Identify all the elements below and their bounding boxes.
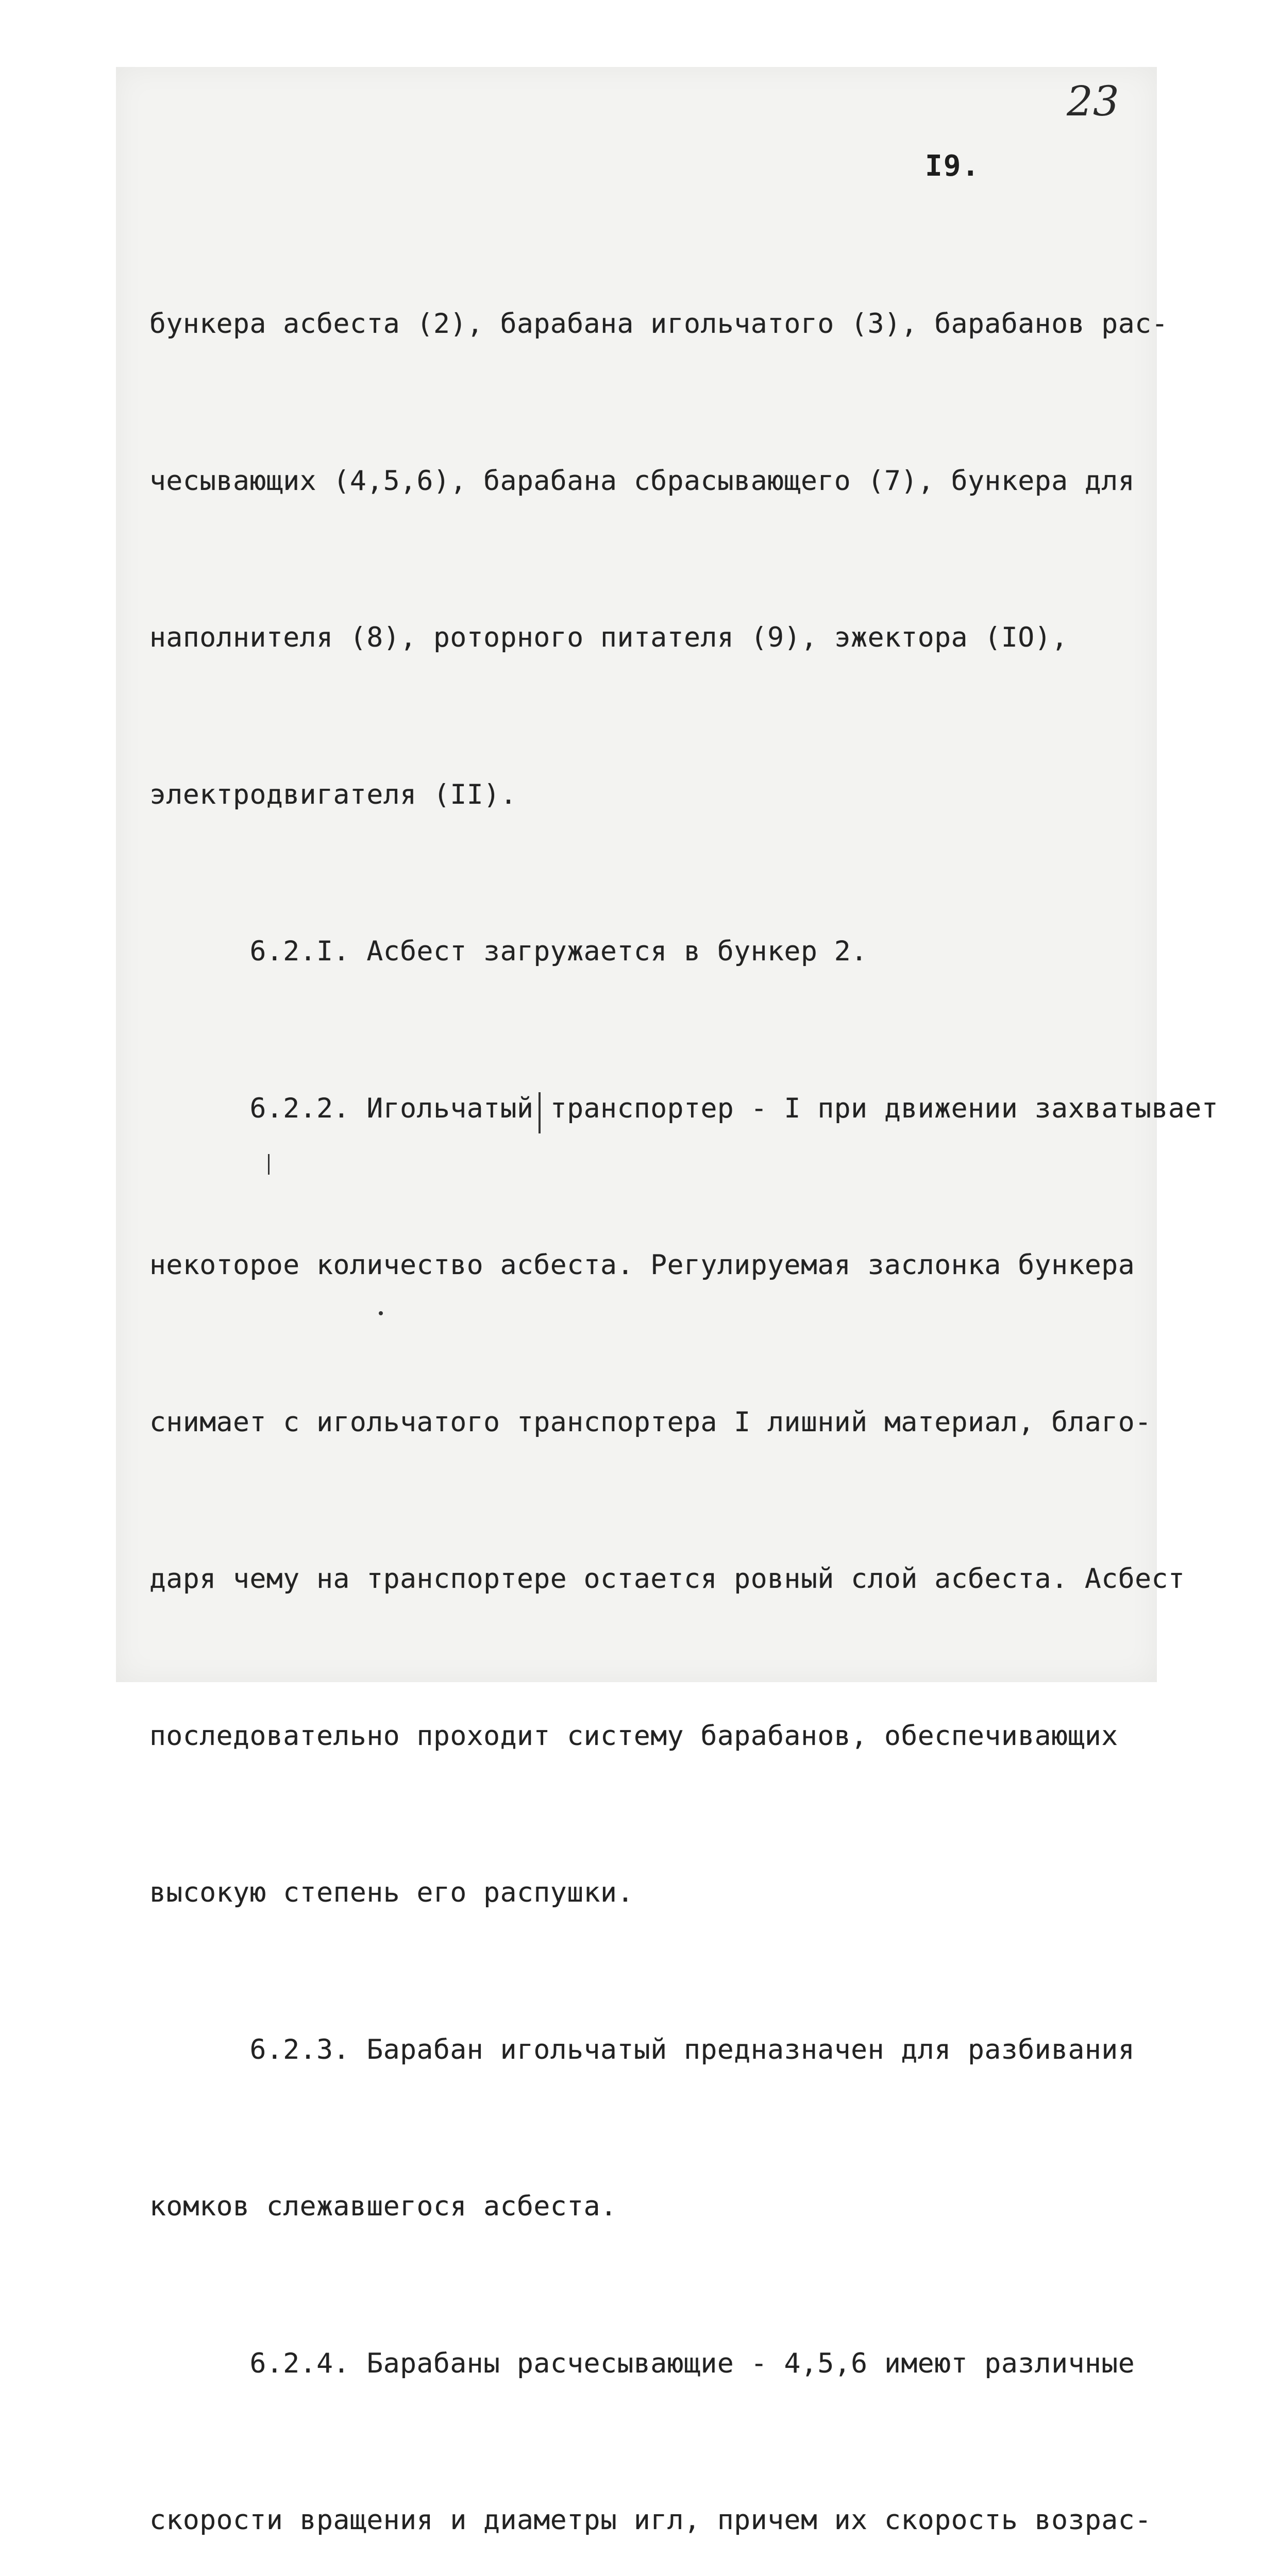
text-line: некоторое количество асбеста. Регулируемая заслонка бункера — [149, 1249, 1135, 1281]
text-line: чесывающих (4,5,6), барабана сбрасывающего (7), бункера для — [149, 465, 1135, 497]
text-line: последовательно проходит систему барабанов, обеспечивающих — [149, 1720, 1118, 1752]
text-line: бункера асбеста (2), барабана игольчатого (3), барабанов рас- — [149, 308, 1168, 340]
text-line: даря чему на транспортере остается ровный слой асбеста. Асбест — [149, 1563, 1185, 1595]
text-line: высокую степень его распушки. — [149, 1877, 634, 1908]
text-line: наполнителя (8), роторного питателя (9), эжектора (IO), — [149, 622, 1068, 653]
body-text — [149, 193, 1219, 2576]
text-line: 6.2.4. Барабаны расчесывающие - 4,5,6 имеют различные — [149, 2347, 1135, 2379]
text-line: скорости вращения и диаметры игл, причем их скорость возрас- — [149, 2504, 1152, 2536]
text-line: 6.2.I. Асбест загружается в бункер 2. — [149, 936, 868, 967]
text-line: комков слежавшегося асбеста. — [149, 2191, 617, 2222]
text-line: электродвигателя (II). — [149, 778, 517, 810]
page-number: I9. — [925, 149, 981, 183]
text-line: 6.2.2. Игольчатый транспортер - I при движении захватывает — [149, 1092, 1219, 1124]
text-line: 6.2.3. Барабан игольчатый предназначен для разбивания — [149, 2033, 1135, 2065]
handwritten-page-number: 23 — [1067, 77, 1119, 125]
text-line: снимает с игольчатого транспортера I лишний материал, благо- — [149, 1406, 1152, 1438]
